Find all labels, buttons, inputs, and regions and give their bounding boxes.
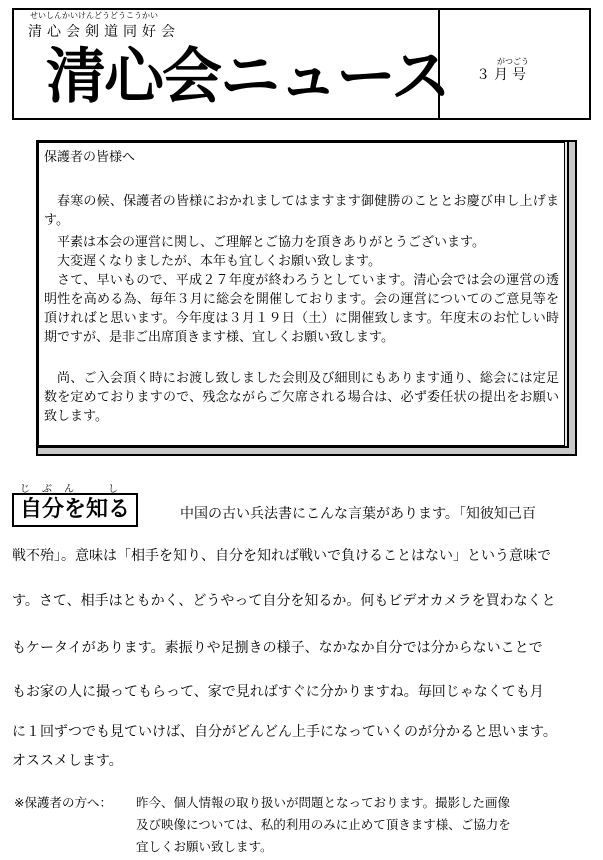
greeting-paragraph: 春寒の候、保護者の皆様におかれましてはますます御健勝のこととお慶び申し上げます。 bbox=[44, 194, 559, 228]
article-heading: 自分を知る bbox=[12, 493, 138, 527]
article-line: 戦不殆｣。意味は「相手を知り、自分を知れば戦いで負けることはない」という意味で bbox=[12, 548, 551, 564]
greeting-paragraph: さて、早いもので、平成２７年度が終わろうとしています。清心会では会の運営の透明性を高める為、毎年３月に総会を開催しております。会の運営についてのご意見等を頂ければと思います。今年度は３月１９日（土）に開催致します。年度末のお忙しい時期ですが、是非ご出席頂きます様、宜しくお願い致します。 bbox=[44, 273, 559, 345]
article-line: もお家の人に撮ってもらって、家で見ればすぐに分かりますね。毎回じゃなくても月 bbox=[12, 684, 544, 700]
article-heading-ruby: じぶん し bbox=[20, 484, 130, 495]
greeting-paragraph: 平素は本会の運営に関し、ご理解とご協力を頂きありがとうございます。 bbox=[57, 235, 485, 250]
article-line: 中国の古い兵法書にこんな言葉があります。｢知彼知己百 bbox=[180, 506, 536, 522]
club-name: 清心会剣道同好会 bbox=[28, 24, 180, 40]
note-line: 昨今、個人情報の取り扱いが問題となっております。撮影した画像 bbox=[136, 795, 511, 810]
note-line: 宜しくお願い致します。 bbox=[136, 839, 273, 854]
newsletter-title: 清心会ニュース bbox=[46, 42, 449, 112]
note-label: ※保護者の方へ： bbox=[14, 795, 112, 810]
article-line: オススメします。 bbox=[12, 753, 123, 769]
issue-month: ３月号 bbox=[476, 67, 530, 83]
article-line: す。さて、相手はともかく、どうやって自分を知るか。何もビデオカメラを買わなくと bbox=[12, 593, 556, 609]
greeting-paragraph: 大変遅くなりましたが、本年も宜しくお願い致します。 bbox=[57, 254, 381, 269]
article-line: に１回ずつでも見ていけば、自分がどんどん上手になっていくのが分かると思います。 bbox=[12, 724, 557, 740]
month-ruby: がつごう bbox=[497, 57, 529, 66]
greeting-salutation: 保護者の皆様へ bbox=[44, 150, 136, 165]
club-name-ruby: せいしんかいけんどうどうこうかい bbox=[30, 11, 158, 20]
greeting-paragraph: 尚、ご入会頂く時にお渡し致しました会則及び細則にもあります通り、総会には定足数を定めておりますので、残念ながらご欠席される場合は、必ず委任状の提出をお願い致します。 bbox=[44, 371, 559, 424]
note-line: 及び映像については、私的利用のみに止めて頂きます様、ご協力を bbox=[136, 817, 511, 832]
article-line: もケータイがあります。素振りや足捌きの様子、なかなか自分では分からないことで bbox=[12, 640, 543, 656]
